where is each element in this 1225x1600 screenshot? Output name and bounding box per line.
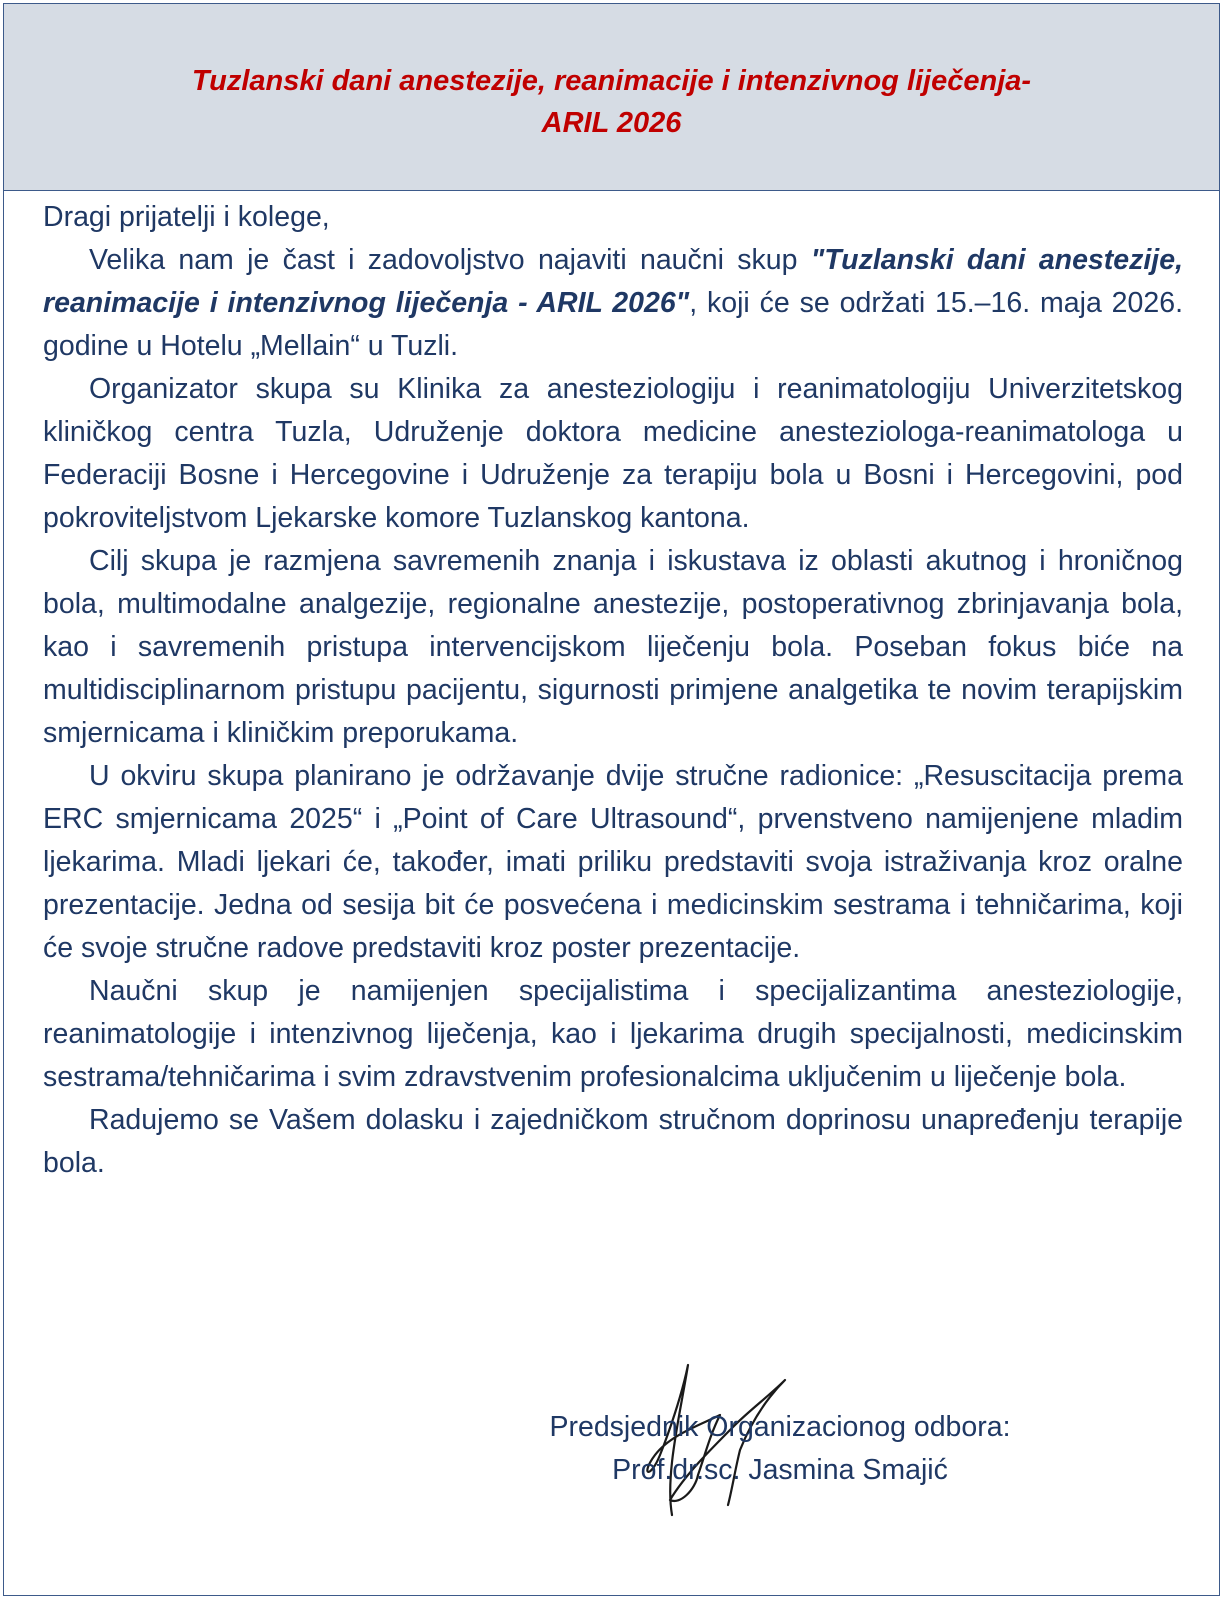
paragraph-audience: Naučni skup je namijenjen specijalistima i specijalizantima anesteziologije, reanimatologije i intenzivnog liječenja, kao i ljekarima drugih specijalnosti, medicinskim sestrama/tehničarima i svim zdravstvenim profesionalcima uključenim u liječenje bola. <box>43 975 1183 1093</box>
paragraph-organizers: Organizator skupa su Klinika za anesteziologiju i reanimatologiju Univerzitetskog kliničkog centra Tuzla, Udruženje doktora medicine anesteziologa-reanimatologa u Federaciji Bosne i Hercegovine i Udruženje za terapiju bola u Bosni i Hercegovini, pod pokroviteljstvom Ljekarske komore Tuzlanskog kantona. <box>43 373 1183 534</box>
letter-body <box>43 196 1183 1185</box>
paragraph-goals: Cilj skupa je razmjena savremenih znanja i iskustava iz oblasti akutnog i hroničnog bola, multimodalne analgezije, regionalne anestezije, postoperativnog zbrinjavanja bola, kao i savremenih pristupa intervencijskom liječenju bola. Poseban fokus biće na multidisciplinarnom pristupu pacijentu, sigurnosti primjene analgetika te novim terapijskim smjernicama i kliničkim preporukama. <box>43 545 1183 749</box>
paragraph-workshops: U okviru skupa planirano je održavanje dvije stručne radionice: „Resuscitacija prema ERC smjernicama 2025“ i „Point of Care Ultrasound“, prvenstveno namijenjene mladim ljekarima. Mladi ljekari će, također, imati priliku predstaviti svoja istraživanja kroz oralne prezentacije. Jedna od sesija bit će posvećena i medicinskim sestrama i tehničarima, koji će svoje stručne radove predstaviti kroz poster prezentacije. <box>43 760 1183 964</box>
signatory-name: Prof.dr.sc. Jasmina Smajić <box>612 1454 948 1486</box>
header-band <box>4 4 1219 191</box>
title-line-1: Tuzlanski dani anestezije, reanimacije i intenzivnog liječenja- <box>191 65 1032 97</box>
paragraph-announcement <box>43 239 1183 368</box>
title-line-2: ARIL 2026 <box>541 107 682 139</box>
event-name-emphasis: "Tuzlanski dani anestezije, reanimacije i intenzivnog liječenja - ARIL 2026" <box>43 244 1183 319</box>
signature-block <box>500 1406 1060 1492</box>
paragraph-closing: Radujemo se Vašem dolasku i zajedničkom stručnom doprinosu unapređenju terapije bola. <box>43 1104 1183 1179</box>
announcement-text-start: Velika nam je čast i zadovoljstvo najaviti naučni skup <box>89 244 811 276</box>
announcement-text-end: , koji će se održati 15.–16. maja 2026. godine u Hotelu „Mellain“ u Tuzli. <box>43 287 1183 362</box>
greeting: Dragi prijatelji i kolege, <box>43 201 330 233</box>
signatory-role: Predsjednik Organizacionog odbora: <box>549 1411 1011 1443</box>
